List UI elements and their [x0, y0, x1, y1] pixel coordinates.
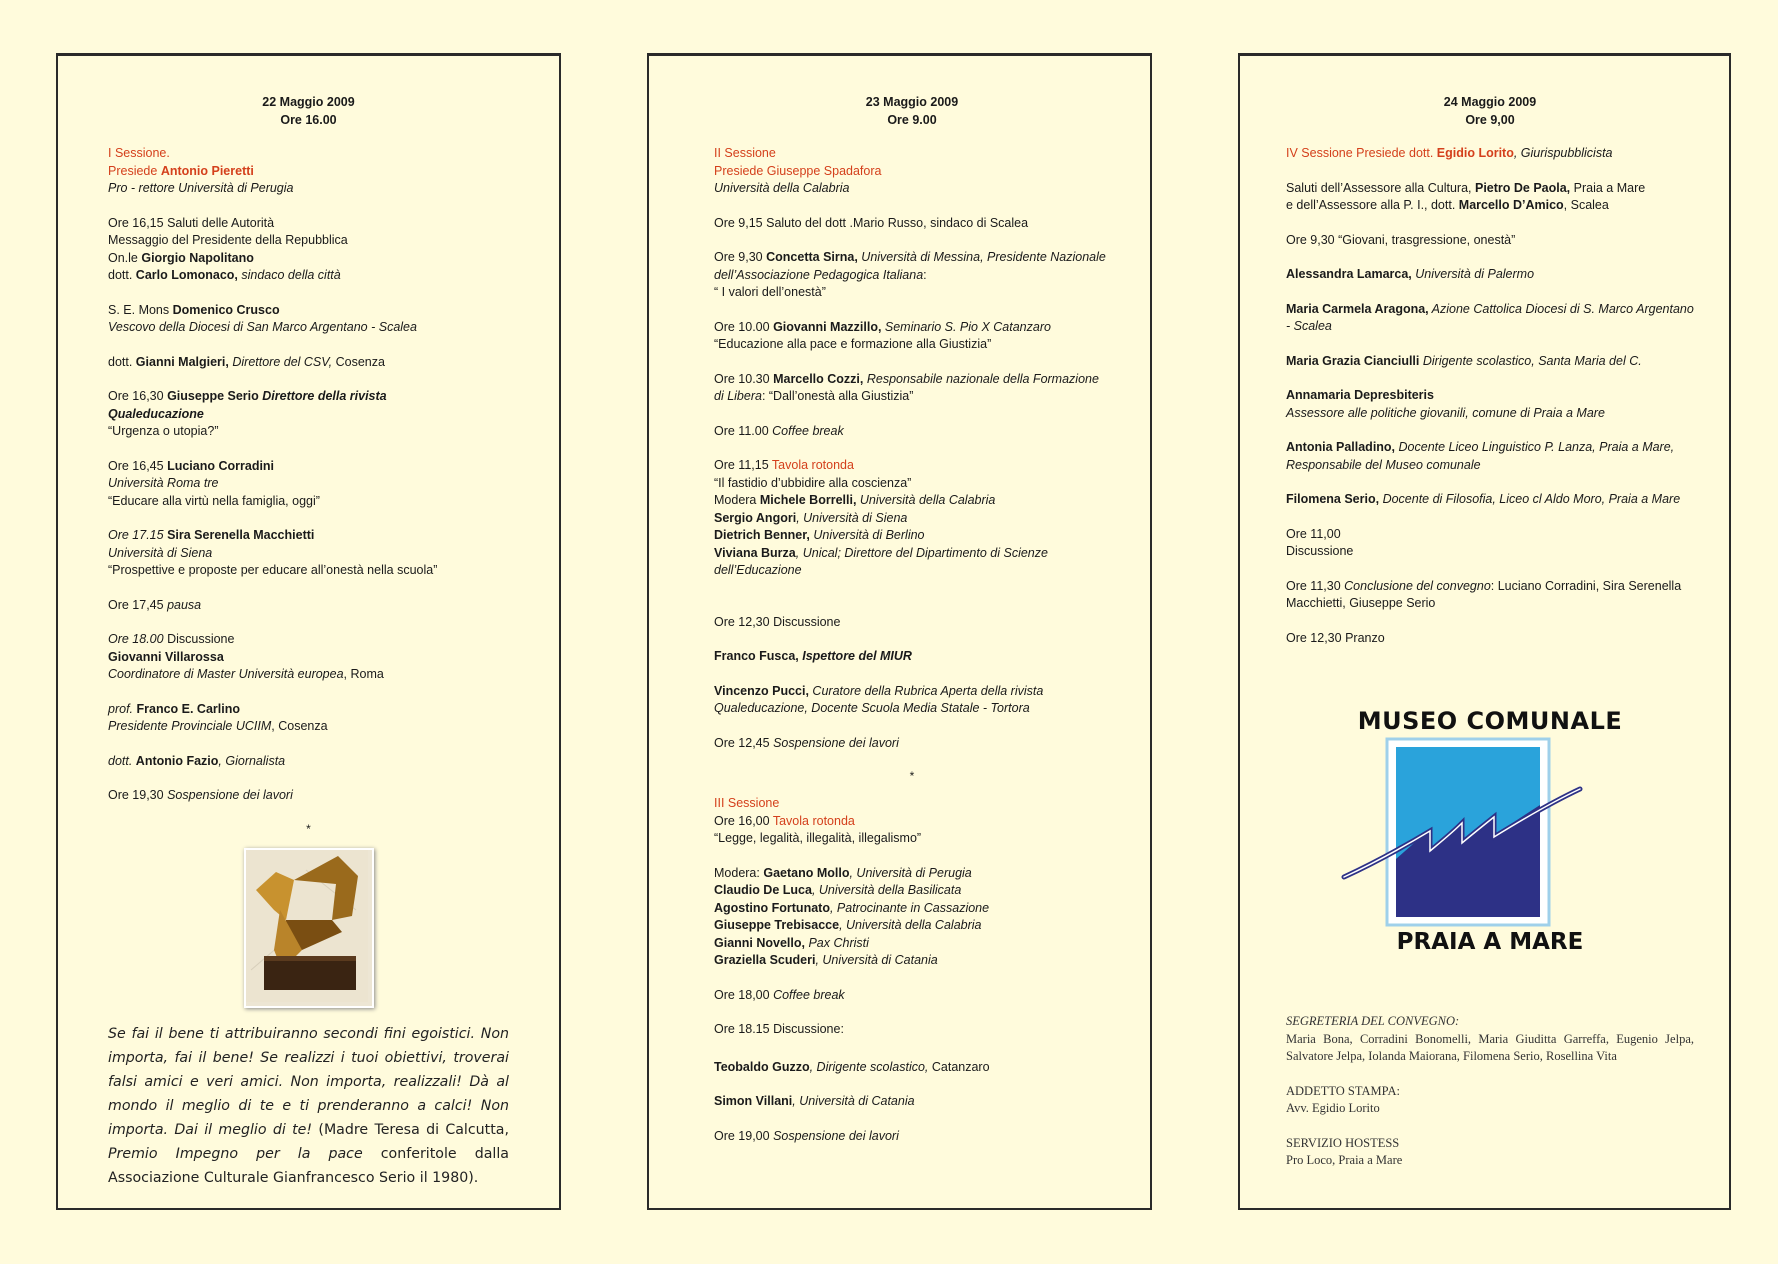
program-item: Franco Fusca, Ispettore del MIUR — [714, 649, 912, 663]
program-item: Ore 18,00 Coffee break — [714, 987, 845, 1002]
program-item: Ore 9,30 “Giovani, trasgressione, onestà” — [1286, 232, 1516, 247]
program-item: Ore 12,45 Sospensione dei lavori — [714, 735, 899, 750]
day1-date: 22 Maggio 2009 — [262, 95, 355, 109]
separator-star: * — [306, 821, 311, 836]
award-sculpture-image — [244, 848, 374, 1008]
day2-header — [714, 93, 1110, 129]
program-item: Ore 18.00 Discussione Giovanni Villarossa Coordinatore di Master Università europea, Roma — [108, 632, 384, 681]
program-item: Ore 16,45 Luciano Corradini Università Roma tre “Educare alla virtù nella famiglia, oggi” — [108, 458, 320, 508]
program-item: Alessandra Lamarca, Università di Palermo — [1286, 267, 1535, 281]
program-item: Ore 10.30 Marcello Cozzi, Responsabile nazionale della Formazione di Libera: “Dall’onestà alla Giustizia” — [714, 371, 1099, 403]
session3-title: III Sessione — [714, 796, 780, 810]
program-item: Maria Carmela Aragona, Azione Cattolica Diocesi di S. Marco Argentano - Scalea — [1286, 301, 1694, 333]
program-panel-day1 — [56, 53, 561, 1210]
day2-date: 23 Maggio 2009 — [865, 95, 959, 109]
session1-title: I Sessione. — [108, 146, 170, 160]
day2-time: Ore 9.00 — [887, 113, 937, 127]
program-item: Maria Grazia Cianciulli Dirigente scolastico, Santa Maria del C. — [1286, 353, 1642, 368]
session3-header: III Sessione Ore 16,00 Tavola rotonda “Legge, legalità, illegalità, illegalismo” — [714, 795, 1110, 848]
program-panel-day3 — [1238, 53, 1731, 1210]
program-item: Ore 19,30 Sospensione dei lavori — [108, 788, 293, 802]
wave-mark-icon — [1330, 737, 1650, 927]
program-item: Ore 17,45 pausa — [108, 597, 202, 612]
program-item: Ore 10.00 Giovanni Mazzillo, Seminario S. Pio X Catanzaro “Educazione alla pace e formazione alla Giustizia” — [714, 319, 1051, 351]
day3-date: 24 Maggio 2009 — [1443, 95, 1537, 109]
program-item: Ore 12,30 Discussione — [714, 614, 841, 629]
program-item: Ore 16,30 Giuseppe Serio Direttore della rivista Qualeducazione “Urgenza o utopia?” — [108, 389, 387, 438]
program-item: S. E. Mons Domenico Crusco Vescovo della Diocesi di San Marco Argentano - Scalea — [108, 302, 417, 334]
program-item: Ore 11.00 Coffee break — [714, 423, 844, 438]
separator-star: * — [909, 769, 915, 783]
logo-subtitle: PRAIA A MARE — [1396, 929, 1584, 955]
program-item: Ore 9,15 Saluto del dott .Mario Russo, sindaco di Scalea — [714, 215, 1029, 230]
greetings-item: Ore 16,15 Saluti delle Autorità Messaggio del Presidente della Repubblica On.le Giorgio Napolitano dott. Carlo Lomonaco, sindaco della città — [108, 215, 348, 282]
program-item: Ore 19,00 Sospensione dei lavori — [714, 1128, 899, 1143]
program-item: Simon Villani, Università di Catania — [714, 1094, 915, 1108]
organizing-secretariat: SEGRETERIA DEL CONVEGNO: Maria Bona, Corradini Bonomelli, Maria Giuditta Garreffa, Eugenio Jelpa, Salvatore Jelpa, Iolanda Maiorana, Filomena Serio, Rosellina Vita ADDETTO STAMPA: Avv. Egidio Lorito SERVIZIO HOSTESS Pro Loco, Praia a Mare — [1286, 1014, 1694, 1167]
program-item: Saluti dell’Assessore alla Cultura, Pietro De Paola, Praia a Mare e dell’Assessore alla P. I., dott. Marcello D’Amico, Scalea — [1286, 180, 1646, 212]
museo-comunale-logo — [1330, 707, 1650, 959]
session1-header — [108, 145, 509, 198]
session2-header: II Sessione Presiede Giuseppe Spadafora Università della Calabria — [714, 145, 1110, 198]
program-item: dott. Gianni Malgieri, Direttore del CSV, Cosenza — [108, 354, 385, 369]
program-item: Annamaria Depresbiteris Assessore alle politiche giovanili, comune di Praia a Mare — [1286, 388, 1605, 420]
program-item: Filomena Serio, Docente di Filosofia, Liceo cl Aldo Moro, Praia a Mare — [1286, 492, 1681, 506]
closing-quote: Se fai il bene ti attribuiranno secondi fini egoistici. Non importa, fai il bene! Se realizzi i tuoi obiettivi, troverai falsi amici e veri amici. Non importa, realizzali! Dà al mondo il meglio di te e ti prenderanno a calci! Non importa. Dai il meglio di te! (Madre Teresa di Calcutta, Premio Impegno per la pace conferitole dalla Associazione Culturale Gianfrancesco Serio il 1980). — [108, 1025, 509, 1186]
roundtable-item: Modera: Gaetano Mollo, Università di Perugia Claudio De Luca, Università della Basilicata Agostino Fortunato, Patrocinante in Cassazione Giuseppe Trebisacce, Università della Calabria Gianni Novello, Pax Christi Graziella Scuderi, Università di Catania — [714, 865, 990, 967]
program-item: Antonia Palladino, Docente Liceo Linguistico P. Lanza, Praia a Mare, Responsabile del Museo comunale — [1286, 440, 1675, 472]
program-item: Ore 18.15 Discussione: — [714, 1022, 844, 1036]
day1-header — [108, 93, 509, 129]
session1-chair-role: Pro - rettore Università di Perugia — [108, 181, 294, 195]
program-item: dott. Antonio Fazio, Giornalista — [108, 753, 286, 768]
day3-time: Ore 9,00 — [1465, 113, 1515, 127]
program-item: Ore 12,30 Pranzo — [1286, 630, 1385, 645]
program-item: Ore 17.15 Sira Serenella Macchietti Università di Siena “Prospettive e proposte per educare all’onestà nella scuola” — [108, 528, 438, 577]
day3-header — [1286, 93, 1694, 129]
program-item: Ore 9,30 Concetta Sirna, Università di Messina, Presidente Nazionale dell’Associazione Pedagogica Italiana: “ I valori dell’onestà” — [714, 250, 1106, 299]
program-item: Vincenzo Pucci, Curatore della Rubrica Aperta della rivista Qualeducazione, Docente Scuola Media Statale - Tortora — [714, 683, 1044, 715]
program-item: Ore 11,00 Discussione — [1286, 526, 1354, 558]
session1-chair: Presiede Antonio Pieretti — [108, 163, 254, 178]
session2-title: II Sessione — [714, 146, 776, 160]
session4-header: IV Sessione Presiede dott. Egidio Lorito, Giurispubblicista — [1286, 146, 1613, 160]
program-panel-day2 — [647, 53, 1152, 1210]
program-item: Ore 11,30 Conclusione del convegno: Luciano Corradini, Sira Serenella Macchietti, Giuseppe Serio — [1286, 578, 1682, 610]
program-item: Teobaldo Guzzo, Dirigente scolastico, Catanzaro — [714, 1059, 990, 1074]
day1-time: Ore 16.00 — [280, 113, 337, 127]
session2-chair: Presiede Giuseppe Spadafora — [714, 163, 882, 178]
roundtable-item: Ore 11,15 Tavola rotonda “Il fastidio d’ubbidire alla coscienza” Modera Michele Borrelli, Università della Calabria Sergio Angori, Università di Siena Dietrich Benner, Università di Berlino Viviana Burza, Unical; Direttore del Dipartimento di Scienze dell’Educazione — [714, 458, 1048, 577]
program-item: prof. Franco E. Carlino Presidente Provinciale UCIIM, Cosenza — [108, 701, 328, 733]
logo-title: MUSEO COMUNALE — [1357, 707, 1623, 735]
